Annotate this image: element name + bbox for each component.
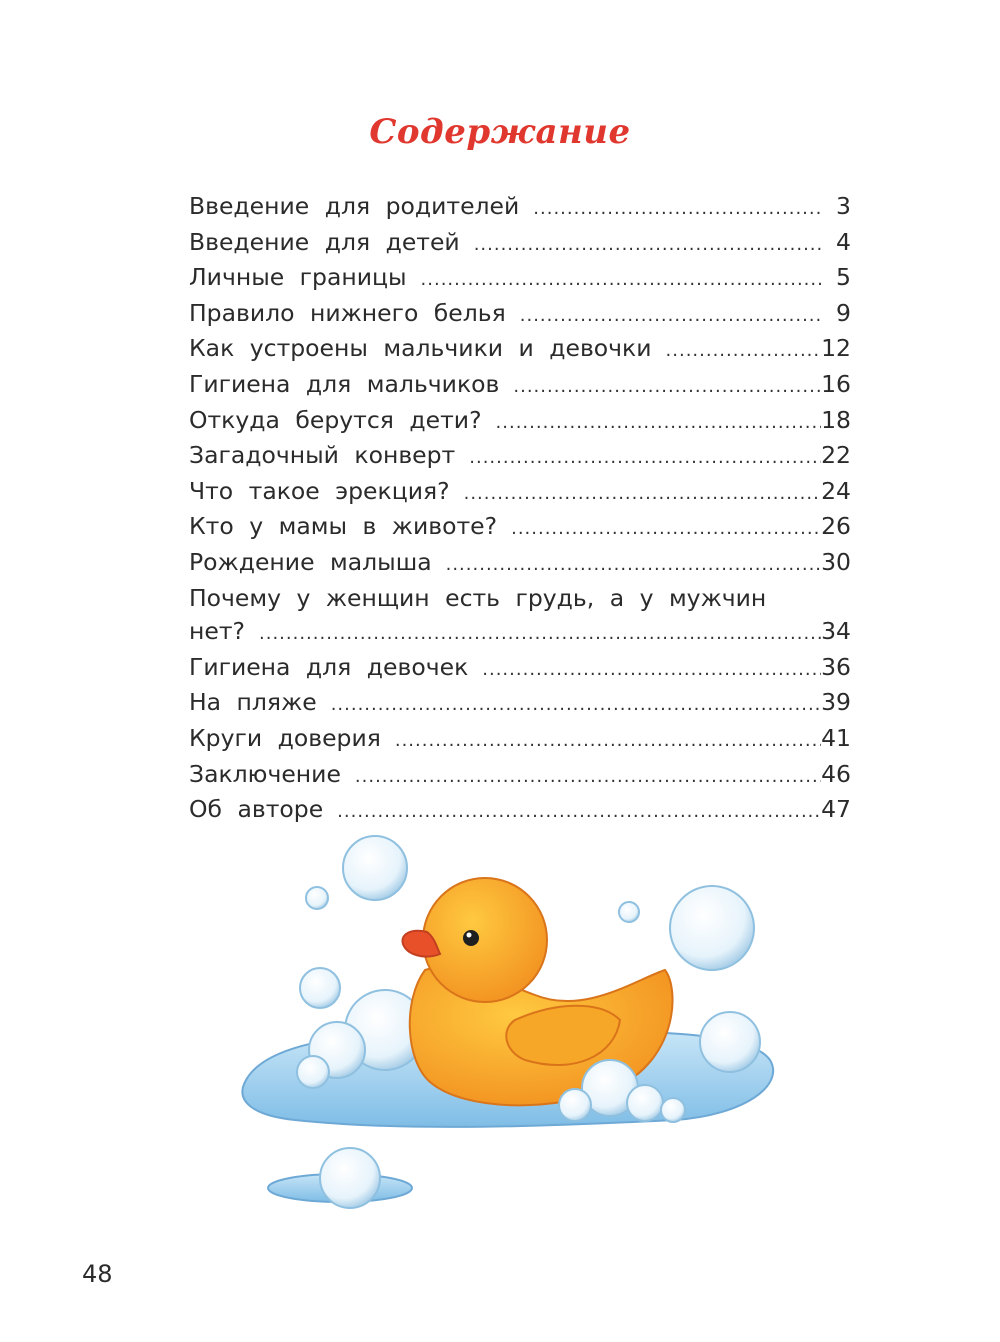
toc-entry-page: 3 [836,192,851,220]
toc-leader-dots [259,617,821,651]
toc-entry-label: Правило нижнего белья [189,298,506,327]
toc-entry[interactable] [189,510,851,546]
toc-leader-dots [331,688,821,722]
toc-entry-page: 34 [821,617,851,646]
toc-entry-label: Об авторе [189,795,324,824]
toc-entry-label: Введение для детей [189,227,460,256]
toc-entry[interactable] [189,404,851,440]
toc-entry-label: Откуда берутся дети? [189,405,482,434]
toc-entry-label: Как устроены мальчики и девочки [189,334,652,363]
toc-entry[interactable] [189,546,851,582]
toc-entry-page: 22 [821,441,851,470]
toc-leader-dots [496,406,821,440]
toc-leader-dots [355,760,821,794]
toc-entry-label-line2: нет? [189,617,245,646]
duck-illustration [225,820,785,1220]
toc-entry-label: Загадочный конверт [189,441,456,470]
toc-entry[interactable] [189,722,851,758]
toc-entry-page: 47 [821,795,851,824]
toc-entry-label: Круги доверия [189,723,381,752]
toc-leader-dots [474,228,821,262]
toc-leader-dots [513,370,821,404]
toc-entry-page: 5 [836,263,851,292]
toc-leader-dots [482,653,821,687]
toc-entry[interactable] [189,651,851,687]
toc-entry-page: 4 [836,227,851,256]
toc-entry-page: 36 [821,652,851,681]
toc-entry-label: Введение для родителей [189,192,520,220]
toc-entry-page: 41 [821,723,851,752]
toc-entry-page: 30 [821,547,851,576]
table-of-contents [189,190,851,829]
toc-entry-page: 9 [836,298,851,327]
toc-entry-page: 24 [821,476,851,505]
toc-entry[interactable] [189,439,851,475]
toc-leader-dots [520,299,821,333]
toc-leader-dots [421,263,821,297]
toc-leader-dots [533,192,821,226]
toc-leader-dots [511,512,821,546]
toc-entry[interactable] [189,615,851,651]
toc-leader-dots [666,334,821,368]
toc-entry[interactable] [189,332,851,368]
toc-entry-label: Личные границы [189,263,407,292]
toc-entry[interactable] [189,475,851,511]
toc-entry[interactable] [189,297,851,333]
toc-entry-label: Что такое эрекция? [189,476,450,505]
toc-entry-label: Гигиена для девочек [189,652,469,681]
toc-leader-dots [464,477,821,511]
toc-entry-page: 39 [821,688,851,717]
toc-entry-label: Рождение малыша [189,547,432,576]
toc-leader-dots [469,441,821,475]
duck-icon [225,820,785,1220]
toc-entry[interactable] [189,758,851,794]
toc-leader-dots [446,548,821,582]
toc-entry-page: 12 [821,334,851,363]
toc-entry[interactable] [189,261,851,297]
toc-entry-page: 18 [821,405,851,434]
toc-entry[interactable] [189,190,851,226]
toc-entry-label: Кто у мамы в животе? [189,512,498,541]
toc-entry-label-line1[interactable]: Почему у женщин есть грудь, а у мужчин [189,583,767,612]
toc-entry-page: 16 [821,369,851,398]
toc-entry-label: Гигиена для мальчиков [189,369,500,398]
page-title: Содержание [369,112,631,152]
toc-entry-page: 46 [821,759,851,788]
toc-entry-page: 26 [821,512,851,541]
page-number: 48 [82,1260,113,1288]
toc-entry-label: На пляже [189,688,317,717]
toc-entry[interactable] [189,686,851,722]
toc-entry-label: Заключение [189,759,341,788]
toc-entry[interactable] [189,226,851,262]
toc-entry[interactable] [189,368,851,404]
toc-leader-dots [395,724,821,758]
